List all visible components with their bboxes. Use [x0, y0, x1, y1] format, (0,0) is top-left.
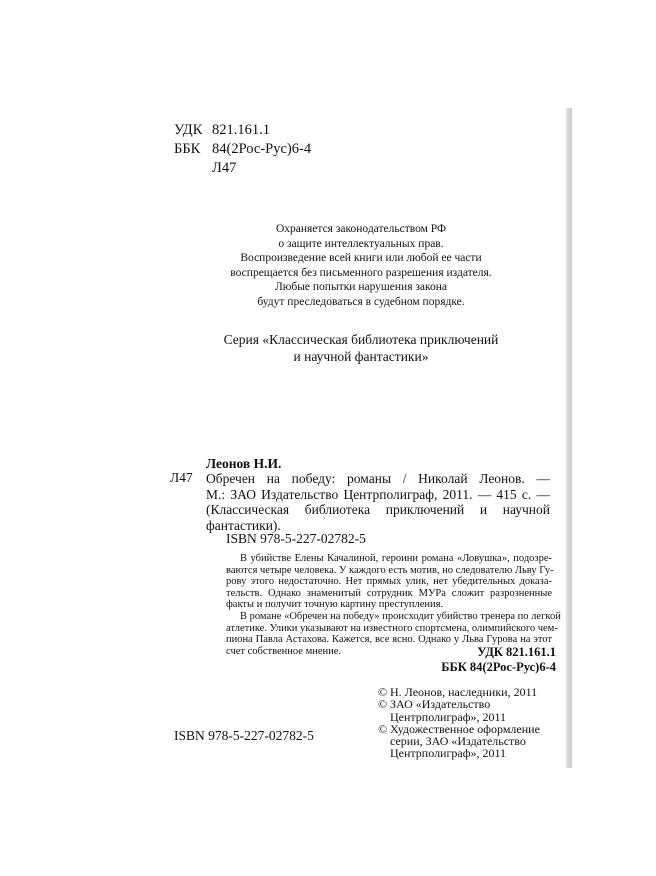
- biblio-line: Обречен на победу: романы / Николай Леонов. —: [206, 471, 550, 486]
- classification-codes: [174, 121, 311, 178]
- abstract-line: В романе «Обречен на победу» происходит убийство тренера по легкой: [240, 610, 561, 622]
- rights-line: Н. Леонов, наследники, 2011: [390, 685, 538, 699]
- rights-block: [378, 686, 540, 760]
- rights-line: ЗАО «Издательство: [390, 697, 491, 712]
- abstract-line: атлетике. Улики указывают на известного спортсмена, олимпийского чем-: [226, 622, 558, 634]
- copyright-line: Воспроизведение всей книги или любой ее части: [240, 252, 482, 264]
- series-title: [196, 331, 526, 365]
- abstract: [226, 553, 561, 657]
- isbn-record: ISBN 978-5-227-02782-5: [226, 531, 366, 546]
- series-line: Серия «Классическая библиотека приключений: [223, 332, 499, 347]
- page-edge-shadow: [566, 108, 572, 768]
- udk-label: УДК: [174, 122, 203, 138]
- copyright-line: Охраняется законодательством РФ: [275, 223, 447, 235]
- copyright-symbol: ©: [378, 685, 388, 699]
- bbk-value: 84(2Рос-Рус)6-4: [212, 141, 312, 157]
- biblio-line: (Классическая библиотека приключений и научной: [206, 502, 550, 517]
- copyright-symbol: [378, 747, 390, 759]
- biblio-author: Леонов Н.И.: [206, 456, 282, 471]
- udk-bottom: УДК 821.161.1: [477, 645, 556, 659]
- series-line: и научной фантастики»: [293, 349, 429, 364]
- abstract-line: тельств. Однако знаменитый сотрудник МУРа сложит разрозненные: [226, 587, 552, 599]
- abstract-line: факты и получит точную картину преступления.: [226, 599, 444, 611]
- copyright-line: будут преследоваться в судебном порядке.: [257, 295, 465, 308]
- copyright-line: о защите интеллектуальных прав.: [278, 237, 444, 250]
- copyright-symbol: [378, 735, 390, 747]
- biblio-description: [206, 471, 550, 533]
- copyright-line: воспрещается без письменного разрешения издателя.: [230, 266, 492, 279]
- biblio-line: фантастики).: [206, 517, 281, 533]
- abstract-line: В убийстве Елены Качалиной, героини романа «Ловушка», подозре-: [240, 553, 552, 564]
- copyright-notice: [196, 222, 526, 309]
- udk-value: 821.161.1: [212, 122, 270, 138]
- copyright-symbol: ©: [378, 721, 388, 736]
- isbn-bottom: ISBN 978-5-227-02782-5: [174, 728, 314, 743]
- rights-line: Центрполиграф», 2011: [390, 746, 507, 761]
- bbk-bottom: ББК 84(2Рос-Рус)6-4: [441, 660, 556, 674]
- abstract-line: счет собственное мнение.: [226, 645, 342, 657]
- biblio-code: Л47: [170, 470, 193, 485]
- biblio-line: М.: ЗАО Издательство Центрполиграф, 2011. — 415 с. —: [206, 486, 550, 502]
- copyright-symbol: ©: [378, 697, 388, 712]
- rights-line: Художественное оформление: [390, 721, 540, 736]
- abstract-line: рову этого недостаточно. Нет прямых улик, нет убедительных доказа-: [226, 576, 552, 588]
- rights-line: Центрполиграф», 2011: [390, 709, 507, 724]
- codes-bottom: [418, 645, 556, 675]
- bbk-label: ББК: [174, 141, 201, 157]
- abstract-line: ваются четыре человека. У каждого есть мотив, но следователю Льву Гу-: [226, 564, 554, 576]
- rights-line: серии, ЗАО «Издательство: [390, 734, 526, 749]
- author-code: Л47: [212, 160, 237, 176]
- copyright-line: Любые попытки нарушения закона: [274, 281, 448, 293]
- abstract-line: пиона Павла Астахова. Кажется, все ясно. Однако у Льва Гурова на этот: [226, 634, 552, 646]
